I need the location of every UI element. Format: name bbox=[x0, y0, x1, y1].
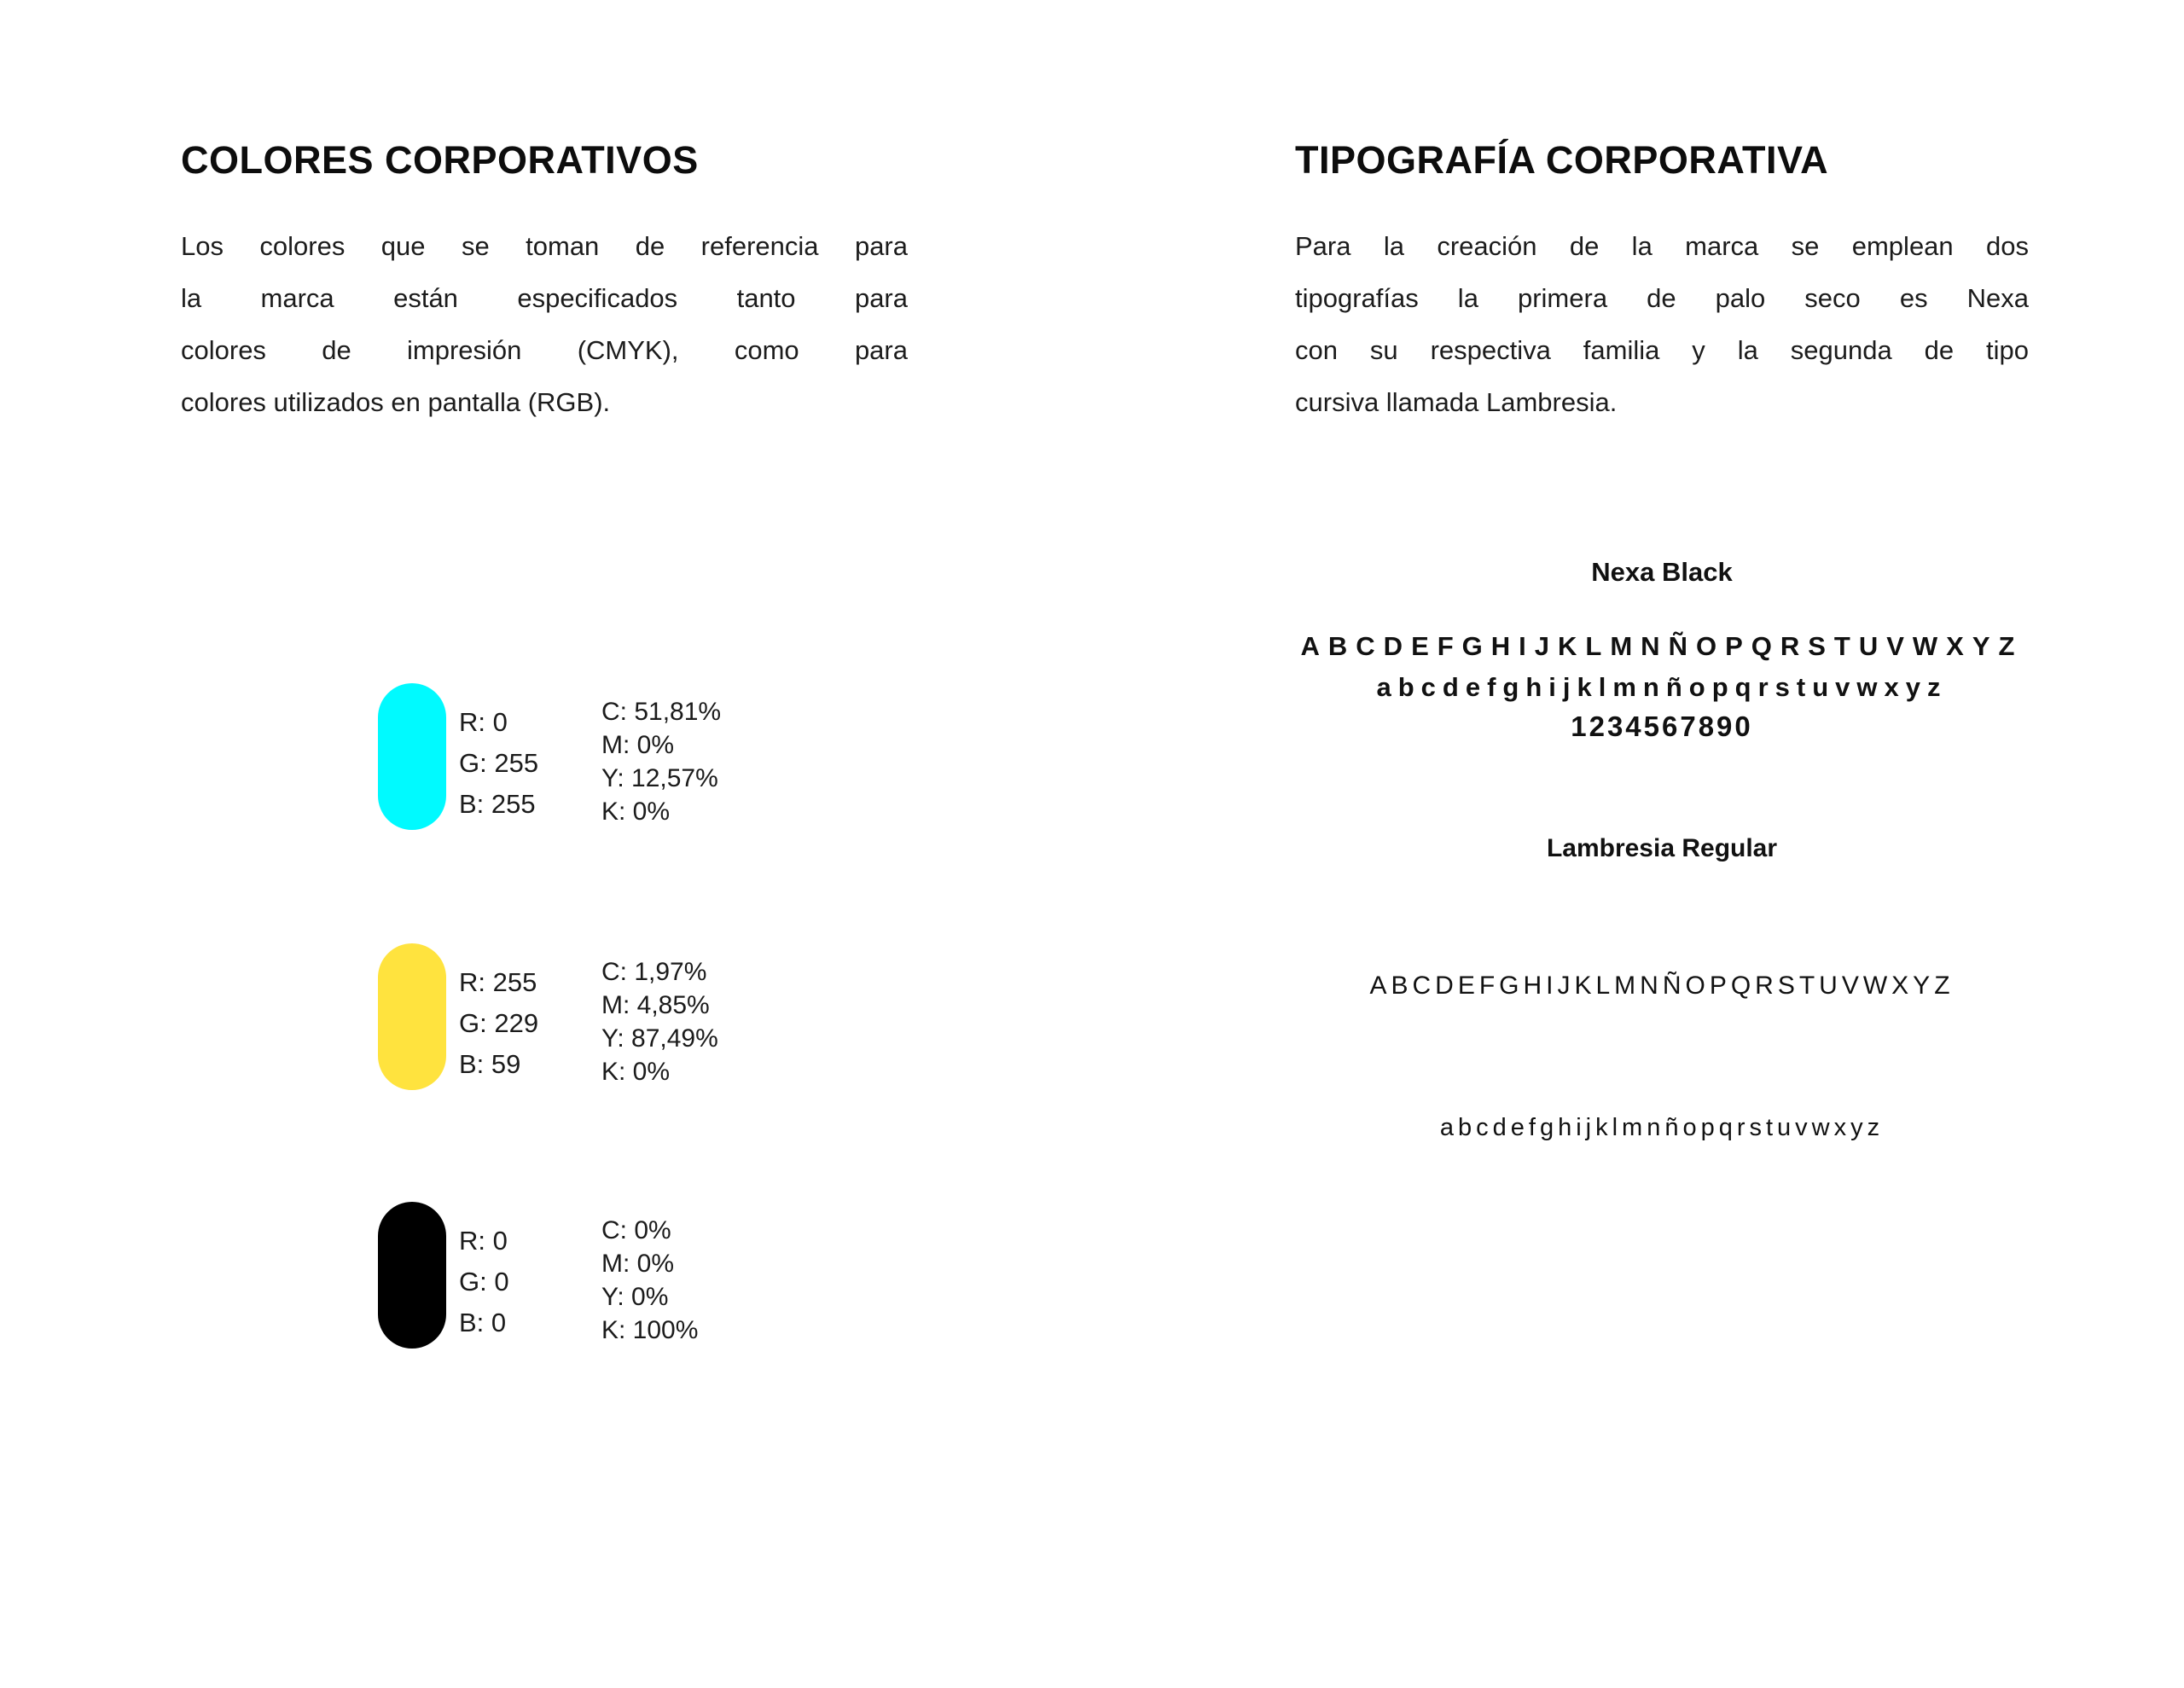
black-cmyk-values bbox=[601, 1214, 698, 1347]
black-rgb-values bbox=[459, 1221, 509, 1343]
colors-paragraph bbox=[181, 220, 908, 428]
color-row-black bbox=[181, 1202, 908, 1349]
colors-paragraph-line: colores de impresión (CMYK), como para bbox=[181, 335, 908, 365]
colors-paragraph-line: Los colores que se toman de referencia para bbox=[181, 231, 908, 261]
lambresia-lowercase-alphabet: abcdefghijklmnñopqrstuvwxyz bbox=[1439, 1114, 1885, 1141]
rgb-b: B: 59 bbox=[459, 1049, 521, 1079]
nexa-uppercase-alphabet: ABCDEFGHIJKLMNÑOPQRSTUVWXYZ bbox=[1300, 631, 2024, 661]
yellow-swatch bbox=[378, 943, 446, 1090]
typography-paragraph bbox=[1295, 220, 2029, 428]
typography-paragraph-line: Para la creación de la marca se emplean dos bbox=[1295, 231, 2029, 261]
rgb-r: R: 255 bbox=[459, 967, 537, 997]
cmyk-k: K: 0% bbox=[601, 1058, 671, 1086]
rgb-g: G: 229 bbox=[459, 1008, 539, 1038]
yellow-rgb-values bbox=[459, 962, 538, 1085]
colors-paragraph-line: la marca están especificados tanto para bbox=[181, 283, 908, 313]
color-row-cyan bbox=[181, 683, 908, 830]
cyan-cmyk-values bbox=[601, 695, 721, 828]
cyan-swatch bbox=[378, 683, 446, 830]
cmyk-y: Y: 12,57% bbox=[601, 764, 718, 792]
cyan-rgb-values bbox=[459, 702, 538, 825]
cmyk-c: C: 1,97% bbox=[601, 958, 707, 986]
corporate-colors-section bbox=[181, 0, 908, 1688]
colors-heading: COLORES CORPORATIVOS bbox=[181, 138, 699, 182]
rgb-g: G: 255 bbox=[459, 748, 539, 778]
cmyk-m: M: 0% bbox=[601, 1250, 675, 1278]
color-row-yellow bbox=[181, 943, 908, 1090]
cmyk-m: M: 0% bbox=[601, 731, 675, 759]
yellow-cmyk-values bbox=[601, 955, 718, 1088]
black-swatch bbox=[378, 1202, 446, 1349]
cmyk-k: K: 100% bbox=[601, 1316, 699, 1344]
lambresia-regular-label: Lambresia Regular bbox=[1546, 834, 1778, 862]
corporate-typography-section bbox=[1295, 0, 2029, 1688]
cmyk-k: K: 0% bbox=[601, 798, 671, 826]
nexa-numbers: 1234567890 bbox=[1571, 711, 1753, 742]
rgb-r: R: 0 bbox=[459, 707, 508, 737]
typography-paragraph-line: con su respectiva familia y la segunda de tipo bbox=[1295, 335, 2029, 365]
cmyk-y: Y: 87,49% bbox=[601, 1024, 718, 1053]
rgb-r: R: 0 bbox=[459, 1226, 508, 1256]
lambresia-uppercase-alphabet: ABCDEFGHIJKLMNÑOPQRSTUVWXYZ bbox=[1369, 972, 1955, 1000]
cmyk-c: C: 0% bbox=[601, 1216, 671, 1244]
nexa-lowercase-alphabet: abcdefghijklmnñopqrstuvwxyz bbox=[1376, 672, 1948, 702]
rgb-b: B: 255 bbox=[459, 789, 536, 819]
cmyk-m: M: 4,85% bbox=[601, 991, 710, 1019]
rgb-b: B: 0 bbox=[459, 1308, 507, 1337]
colors-paragraph-line: colores utilizados en pantalla (RGB). bbox=[181, 387, 611, 417]
nexa-black-label: Nexa Black bbox=[1591, 557, 1733, 587]
typography-paragraph-line: tipografías la primera de palo seco es Nexa bbox=[1295, 283, 2029, 313]
typography-heading: TIPOGRAFÍA CORPORATIVA bbox=[1295, 138, 1829, 182]
rgb-g: G: 0 bbox=[459, 1267, 509, 1296]
typography-paragraph-line: cursiva llamada Lambresia. bbox=[1295, 387, 1618, 417]
cmyk-y: Y: 0% bbox=[601, 1283, 669, 1311]
cmyk-c: C: 51,81% bbox=[601, 698, 722, 726]
